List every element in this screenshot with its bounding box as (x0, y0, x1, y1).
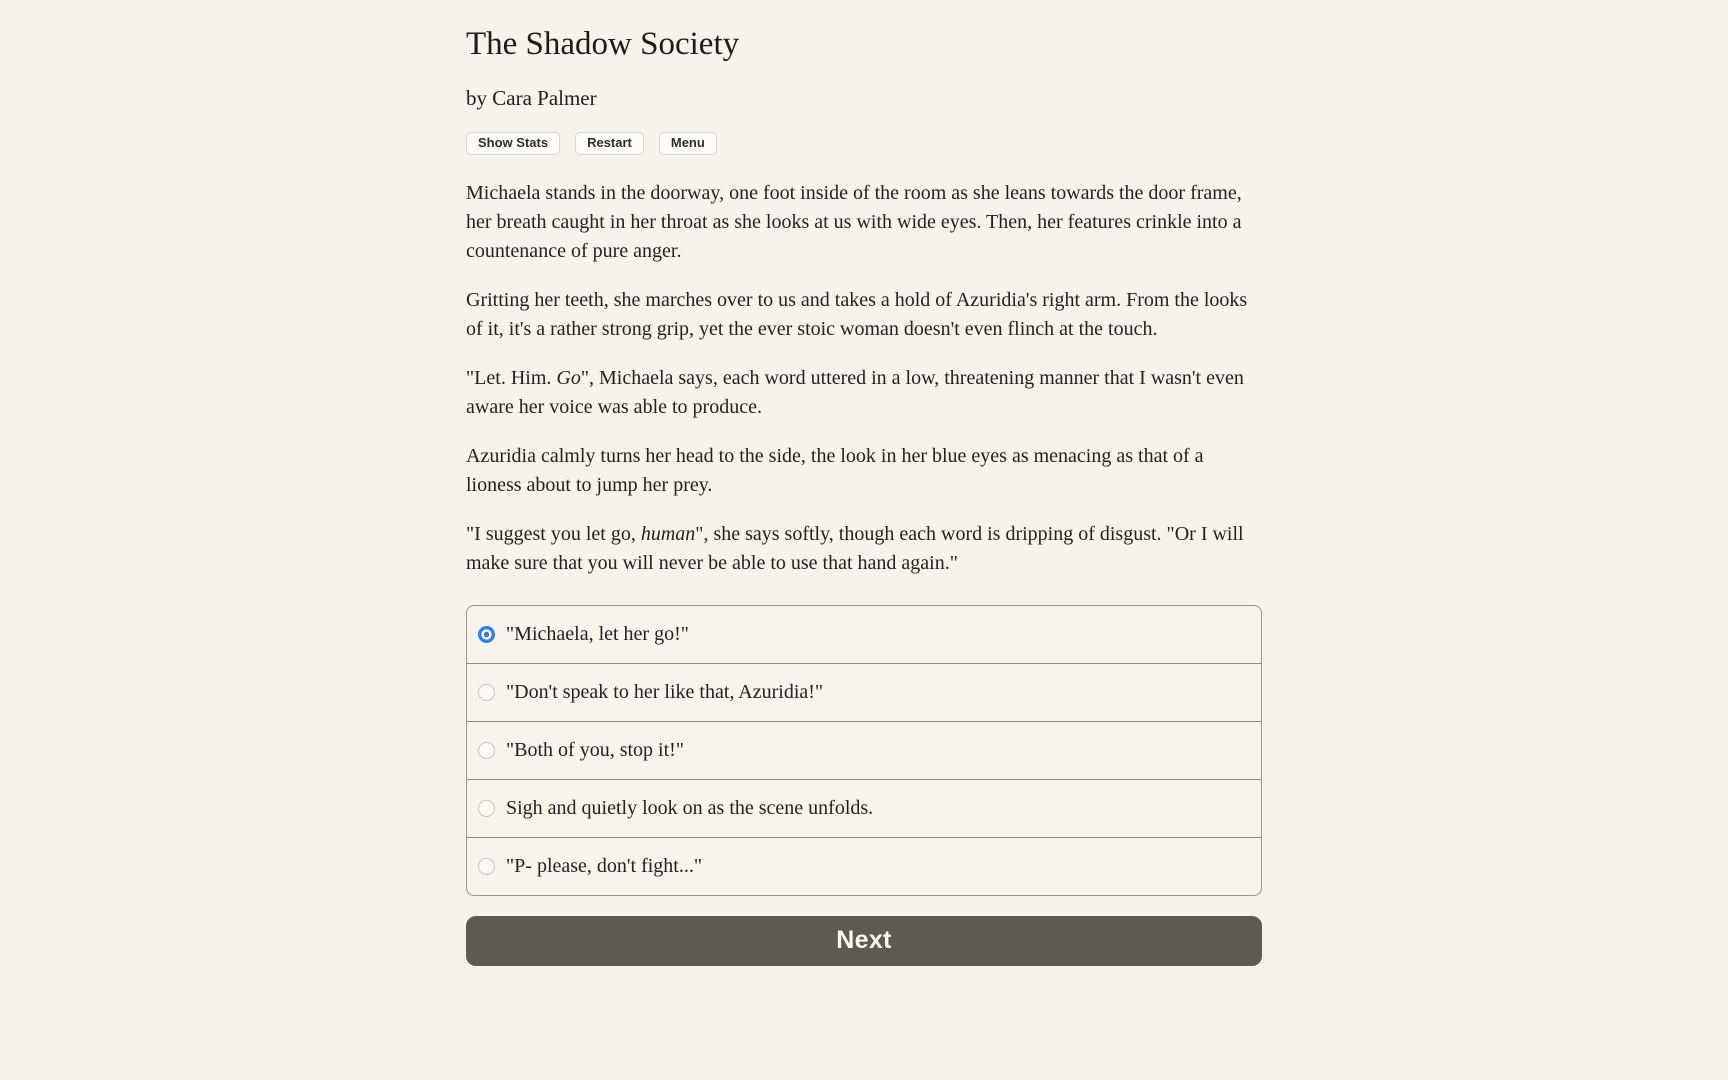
next-button[interactable]: Next (466, 916, 1262, 966)
byline: by Cara Palmer (466, 85, 597, 110)
choice-label: "Don't speak to her like that, Azuridia!" (506, 680, 824, 703)
story-paragraph (466, 286, 1262, 344)
radio-unselected-icon[interactable] (478, 800, 495, 817)
choice-option[interactable] (467, 606, 1261, 663)
choice-option[interactable] (467, 663, 1261, 721)
story-paragraph (466, 442, 1262, 500)
radio-unselected-icon[interactable] (478, 684, 495, 701)
story-text-italic: human (640, 522, 696, 545)
radio-unselected-icon[interactable] (478, 858, 495, 875)
story-text: ", Michaela says, each word uttered in a low, threatening manner that I wasn't even aware her voice was able to produce. (466, 366, 1244, 418)
story-paragraph (466, 520, 1262, 578)
toolbar (466, 132, 1262, 155)
restart-button[interactable]: Restart (575, 132, 644, 155)
story-paragraph (466, 179, 1262, 266)
choice-option[interactable] (467, 721, 1261, 779)
choice-option[interactable] (467, 779, 1261, 837)
menu-button[interactable]: Menu (659, 132, 717, 155)
story-text: Michaela stands in the doorway, one foot inside of the room as she leans towards the door frame, her breath caught in her throat as she looks at us with wide eyes. Then, her features crinkle into a countenance of pure anger. (466, 181, 1242, 262)
choice-option[interactable] (467, 837, 1261, 895)
story-paragraph (466, 364, 1262, 422)
choice-label: "P- please, don't fight..." (506, 854, 703, 877)
story-text: Gritting her teeth, she marches over to us and takes a hold of Azuridia's right arm. From the looks of it, it's a rather strong grip, yet the ever stoic woman doesn't even flinch at the touch. (466, 288, 1248, 340)
choice-label: "Both of you, stop it!" (506, 738, 684, 761)
page-title: The Shadow Society (466, 26, 740, 62)
story-text: ", she says softly, though each word is dripping of disgust. "Or I will make sure that you will never be able to use that hand again." (466, 522, 1244, 574)
radio-unselected-icon[interactable] (478, 742, 495, 759)
story (466, 179, 1262, 578)
story-text-italic: Go (556, 366, 581, 389)
choice-label: "Michaela, let her go!" (506, 622, 689, 645)
page (466, 0, 1262, 966)
radio-selected-icon[interactable] (478, 626, 495, 643)
story-text: "I suggest you let go, (466, 522, 641, 545)
story-text: "Let. Him. (466, 366, 557, 389)
choice-list (466, 605, 1262, 896)
choice-label: Sigh and quietly look on as the scene unfolds. (506, 796, 874, 819)
story-text: Azuridia calmly turns her head to the side, the look in her blue eyes as menacing as that of a lioness about to jump her prey. (466, 444, 1204, 496)
show-stats-button[interactable]: Show Stats (466, 132, 560, 155)
